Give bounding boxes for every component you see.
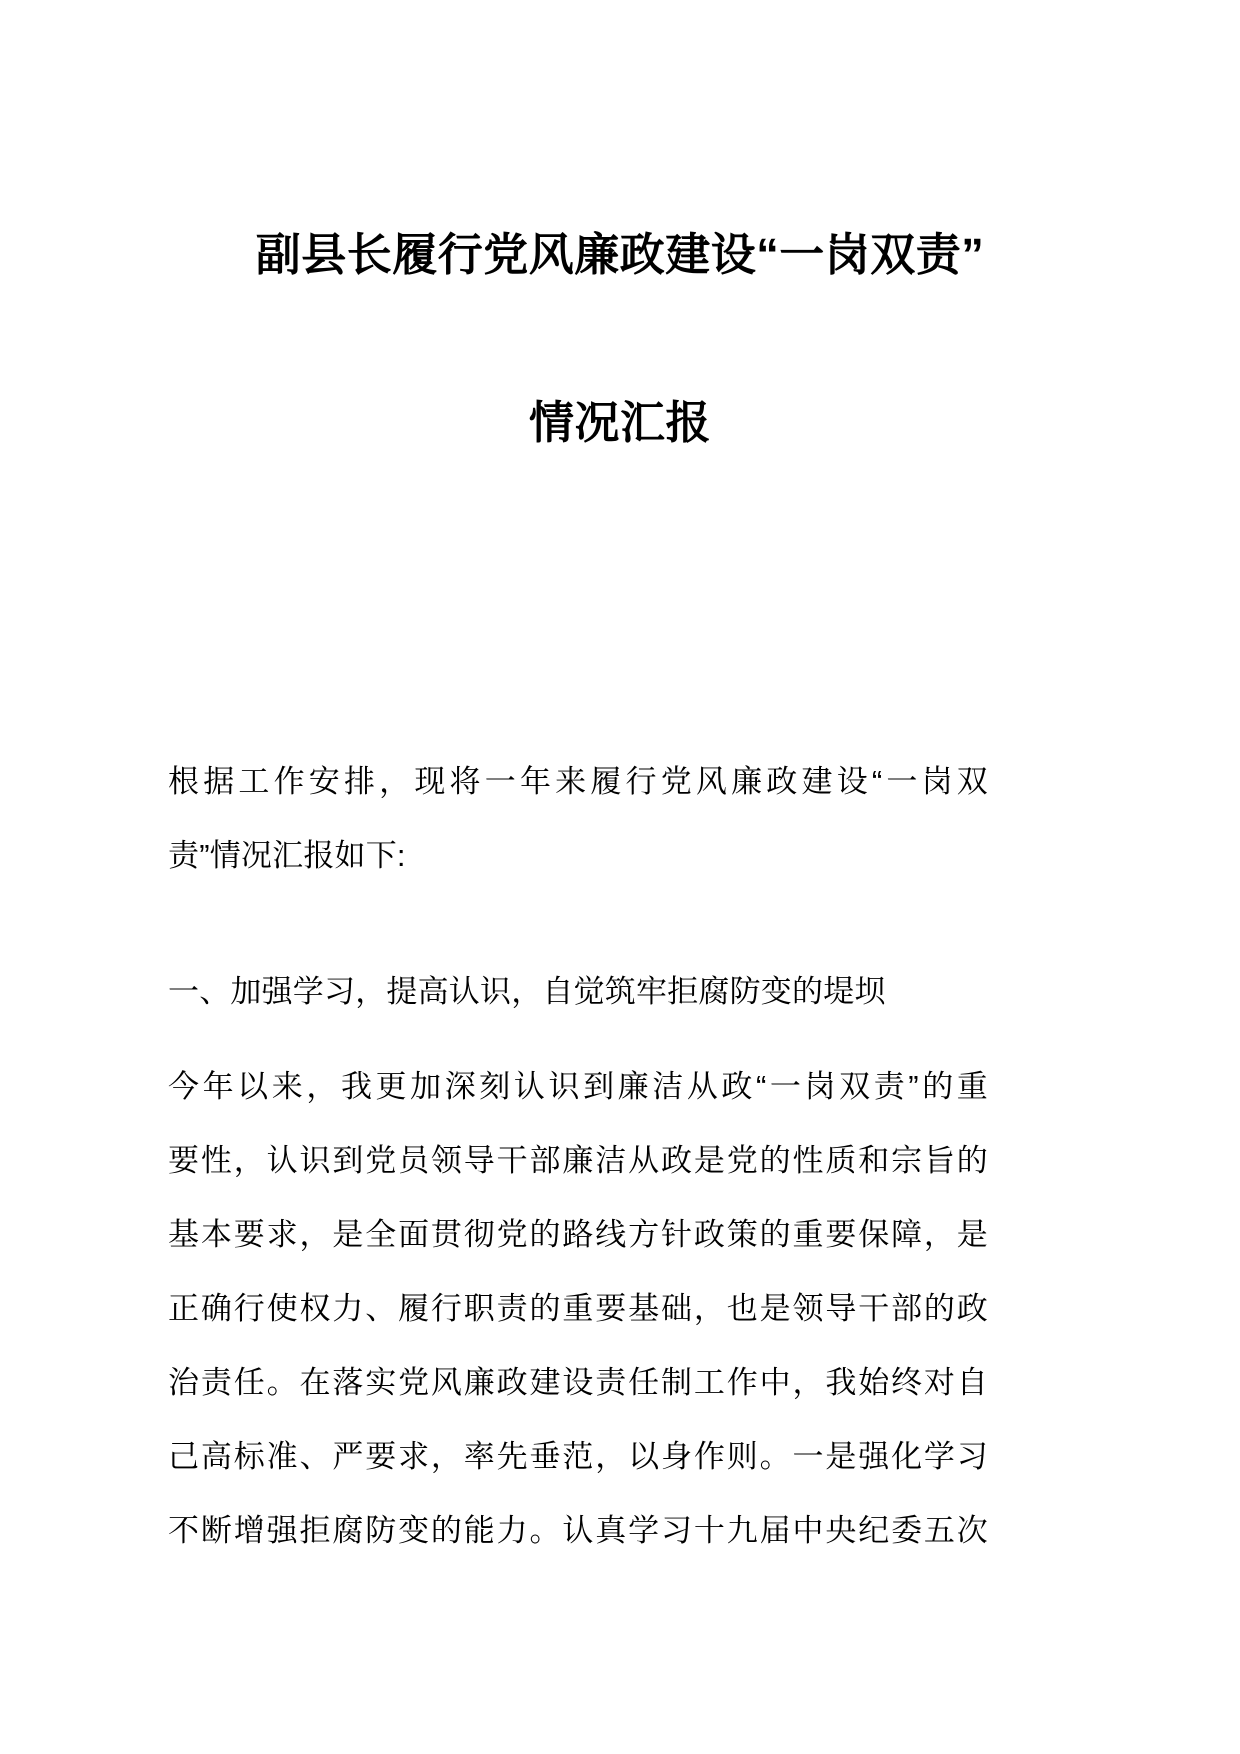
text-line: 要性，认识到党员领导干部廉洁从政是党的性质和宗旨的 <box>168 1143 988 1178</box>
paragraph-intro <box>168 745 988 893</box>
page-title-line-2: 情况汇报 <box>528 397 711 448</box>
text-line: 一、加强学习，提高认识，自觉筑牢拒腐防变的堤坝 <box>168 974 886 1009</box>
text-line: 不断增强拒腐防变的能力。认真学习十九届中央纪委五次 <box>168 1513 988 1548</box>
section-heading-1 <box>168 955 988 1029</box>
page-content-area <box>168 0 1072 1754</box>
text-line: 基本要求，是全面贯彻党的路线方针政策的重要保障，是 <box>168 1217 988 1252</box>
text-line: 治责任。在落实党风廉政建设责任制工作中，我始终对自 <box>168 1365 988 1400</box>
text-line: 责”情况汇报如下: <box>168 838 406 873</box>
paragraph-body-1 <box>168 1050 988 1568</box>
text-line: 根据工作安排，现将一年来履行党风廉政建设“一岗双 <box>168 764 988 799</box>
page-title-line-1: 副县长履行党风廉政建设“一岗双责” <box>255 229 985 280</box>
text-line: 今年以来，我更加深刻认识到廉洁从政“一岗双责”的重 <box>168 1069 988 1104</box>
text-line: 己高标准、严要求，率先垂范，以身作则。一是强化学习 <box>168 1439 988 1474</box>
text-line: 正确行使权力、履行职责的重要基础，也是领导干部的政 <box>168 1291 988 1326</box>
